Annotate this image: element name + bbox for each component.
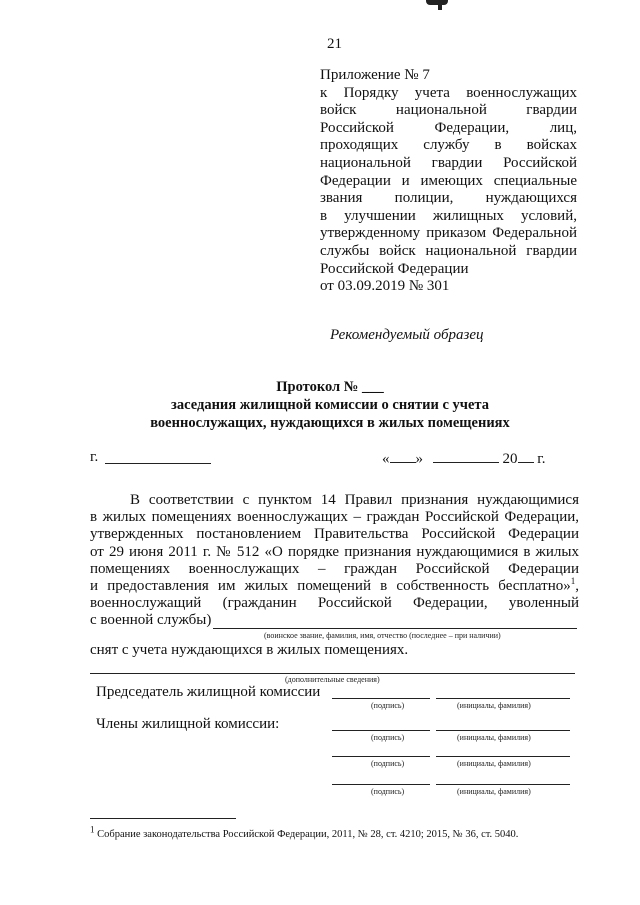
appendix-block xyxy=(320,67,577,296)
footnote-marker: 1 xyxy=(90,824,95,835)
body-line: утвержденных постановлением Правительства Российской Федерации xyxy=(90,526,579,543)
member-initials-blank[interactable] xyxy=(436,772,570,785)
appendix-line: проходящих службу в войсках xyxy=(320,137,577,154)
members-label: Члены жилищной комиссии: xyxy=(96,716,280,732)
appendix-line: в улучшении жилищных условий, xyxy=(320,207,577,224)
date-close-quote: » xyxy=(415,451,423,467)
footnote-text: Собрание законодательства Российской Федерации, 2011, № 28, ст. 4210; 2015, № 36, ст. 5040. xyxy=(94,829,519,840)
year-blank[interactable] xyxy=(518,449,534,463)
body-line: в жилых помещениях военнослужащих – граждан Российской Федерации, xyxy=(90,509,579,526)
body-line: военнослужащий (гражданин Российской Федерации, уволенный xyxy=(90,595,579,612)
rank-name-caption: (воинское звание, фамилия, имя, отчество (последнее – при наличии) xyxy=(264,631,501,640)
signature-caption: (подпись) xyxy=(371,759,405,768)
protocol-title: Протокол № ___ xyxy=(276,379,384,395)
rank-name-blank[interactable] xyxy=(213,614,577,629)
body-line: с военной службы) xyxy=(90,612,212,629)
footnote-reference: 1 xyxy=(570,575,576,586)
place-blank[interactable] xyxy=(105,447,211,464)
chairman-initials-blank[interactable] xyxy=(436,686,570,699)
page-number: 21 xyxy=(327,36,342,52)
chairman-signature-blank[interactable] xyxy=(332,686,430,699)
member-signature-blank[interactable] xyxy=(332,772,430,785)
member-signature-blank[interactable] xyxy=(332,718,430,731)
body-line-with-ref: и предоставления им жилых помещений в собственность бесплатно»$^1$, xyxy=(90,575,579,594)
place-prefix: г. xyxy=(90,449,99,465)
appendix-line: утвержденному приказом Федеральной xyxy=(320,225,577,242)
member-initials-blank[interactable] xyxy=(436,718,570,731)
footnote xyxy=(90,824,519,840)
appendix-line: Российской Федерации, лиц, xyxy=(320,119,577,136)
initials-caption: (инициалы, фамилия) xyxy=(457,787,531,796)
appendix-line: национальной гвардии Российской xyxy=(320,154,577,171)
year-prefix: 20 xyxy=(502,451,518,467)
member-signature-blank[interactable] xyxy=(332,744,430,757)
body-line: помещениях военнослужащих – граждан Российской Федерации xyxy=(90,560,579,577)
scan-mark xyxy=(426,0,448,5)
body-line: от 29 июня 2011 г. № 512 «О порядке признания нуждающимися в жилых xyxy=(90,543,579,560)
protocol-subtitle-line: заседания жилищной комиссии о снятии с учета xyxy=(171,397,489,413)
additional-info-blank[interactable] xyxy=(90,661,575,674)
initials-caption: (инициалы, фамилия) xyxy=(457,733,531,742)
appendix-line: Приложение № 7 xyxy=(320,67,430,83)
month-blank[interactable] xyxy=(433,449,499,463)
body-line: и предоставления им жилых помещений в собственность бесплатно» xyxy=(90,577,571,594)
member-initials-blank[interactable] xyxy=(436,744,570,757)
additional-info-caption: (дополнительные сведения) xyxy=(285,675,380,684)
date-open-quote: « xyxy=(382,451,390,467)
appendix-line: Российской Федерации xyxy=(320,260,469,277)
appendix-line: Федерации и имеющих специальные xyxy=(320,172,577,189)
initials-caption: (инициалы, фамилия) xyxy=(457,701,531,710)
signature-caption: (подпись) xyxy=(371,733,405,742)
year-suffix: г. xyxy=(533,451,546,467)
appendix-line: войск национальной гвардии xyxy=(320,102,577,119)
chairman-label: Председатель жилищной комиссии xyxy=(96,684,321,700)
appendix-line: службы войск национальной гвардии xyxy=(320,242,577,259)
day-blank[interactable] xyxy=(390,449,416,463)
appendix-line: от 03.09.2019 № 301 xyxy=(320,278,450,295)
initials-caption: (инициалы, фамилия) xyxy=(457,759,531,768)
scan-mark-stem xyxy=(438,5,442,10)
removed-statement: снят с учета нуждающихся в жилых помещениях. xyxy=(90,642,409,658)
protocol-subtitle-line: военнослужащих, нуждающихся в жилых помещениях xyxy=(150,415,510,431)
recommended-sample-label: Рекомендуемый образец xyxy=(330,327,484,343)
appendix-line: звания полиции, нуждающихся xyxy=(320,190,577,207)
signature-caption: (подпись) xyxy=(371,787,405,796)
body-line: В соответствии с пунктом 14 Правил признания нуждающимися xyxy=(130,492,579,508)
date-field xyxy=(382,449,545,468)
appendix-line: к Порядку учета военнослужащих xyxy=(320,84,577,101)
footnote-separator xyxy=(90,818,236,819)
signature-caption: (подпись) xyxy=(371,701,405,710)
protocol-body xyxy=(90,492,579,630)
